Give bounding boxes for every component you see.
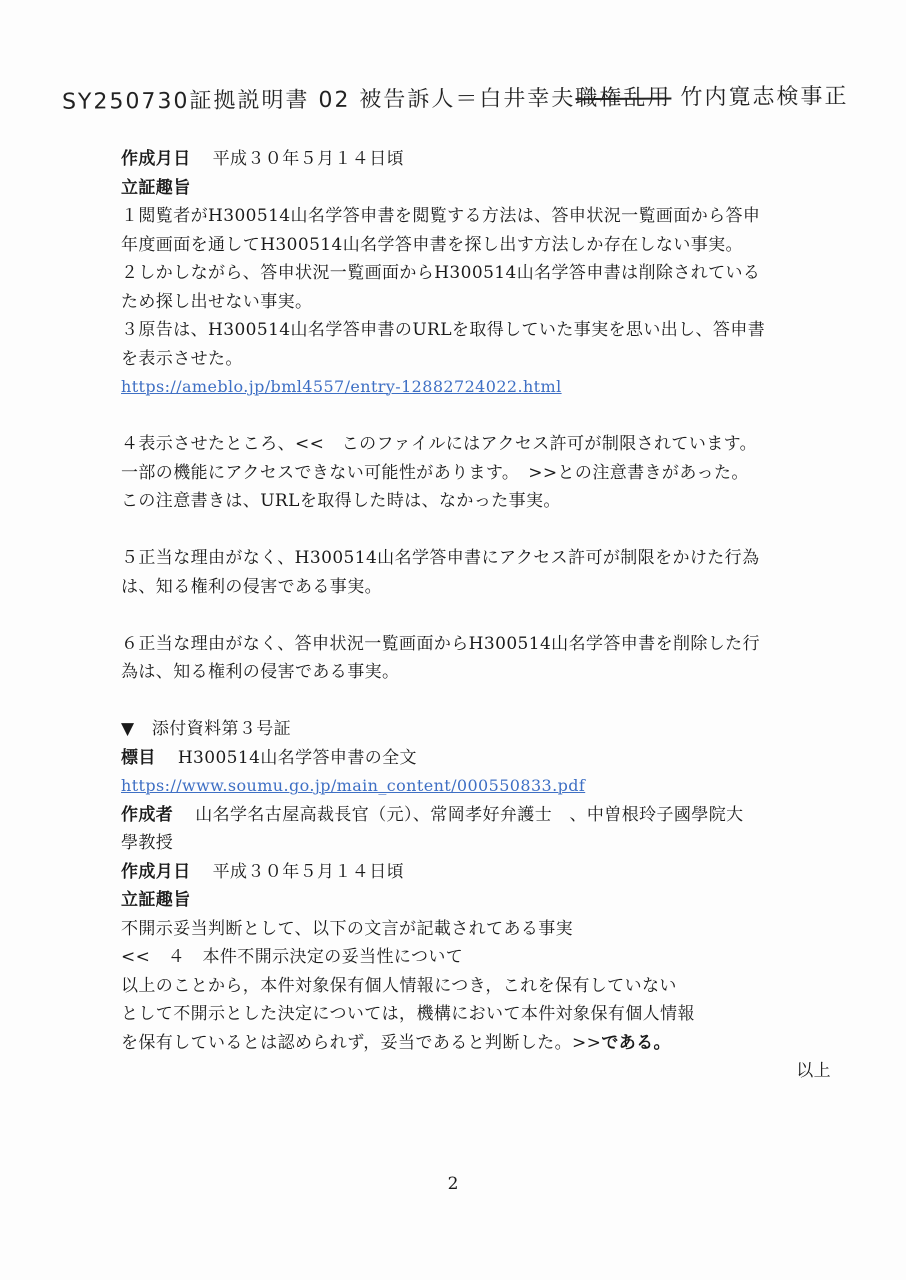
paragraph-5-line: は、知る権利の侵害である事実。: [121, 576, 382, 597]
date-label: 作成月日: [121, 861, 191, 882]
quote-line: 以上のことから，本件対象保有個人情報につき，これを保有していない: [121, 975, 677, 996]
spacer: [121, 402, 841, 431]
page-number: 2: [447, 1174, 459, 1194]
author-row: [121, 801, 841, 830]
quote-line: << ４ 本件不開示決定の妥当性について: [121, 947, 464, 967]
paragraph-line: ため探し出せない事実。: [121, 291, 313, 312]
attachment-header: ▼ 添付資料第３号証: [121, 719, 292, 739]
author-value: 山名学名古屋高裁長官（元）、常岡孝好弁護士 、中曽根玲子國學院大: [195, 804, 744, 825]
title-row: [121, 744, 841, 773]
title-label: 標目: [121, 747, 156, 768]
quote-line: 不開示妥当判断として、以下の文言が記載されてある事実: [121, 918, 574, 939]
soumu-link[interactable]: https://www.soumu.go.jp/main_content/000550833.pdf: [121, 776, 586, 795]
purpose-label-b: 立証趣旨: [121, 890, 191, 910]
handwritten-annotation: [62, 79, 849, 115]
paragraph-line: を表示させた。: [121, 348, 243, 369]
quote-last-bold: である。: [601, 1032, 671, 1053]
quote-line: として不開示とした決定については，機構において本件対象保有個人情報: [121, 1004, 695, 1024]
ameblo-link-row: [121, 373, 841, 402]
spacer: [121, 687, 841, 716]
title-value: H300514山名学答申書の全文: [177, 747, 417, 768]
spacer: [121, 601, 841, 630]
paragraph-line: １閲覧者がH300514山名学答申書を閲覧する方法は、答申状況一覧画面から答申: [121, 206, 761, 226]
ameblo-link[interactable]: https://ameblo.jp/bml4557/entry-12882724022.html: [121, 377, 562, 396]
soumu-link-row: [121, 772, 841, 801]
paragraph-5-line: ５正当な理由がなく、H300514山名学答申書にアクセス許可が制限をかけた行為: [121, 548, 760, 568]
paragraph-6-line: 為は、知る権利の侵害である事実。: [121, 662, 400, 682]
paragraph-line: 年度画面を通してH300514山名学答申書を探し出す方法しか存在しない事実。: [121, 234, 743, 255]
paragraph-4-line: この注意書きは、URLを取得した時は、なかった事実。: [121, 491, 561, 511]
paragraph-4-line: ４表示させたところ、<< このファイルにはアクセス許可が制限されています。: [121, 434, 758, 454]
quote-last-line: [121, 1029, 841, 1058]
quote-last-text: を保有しているとは認められず，妥当であると判断した。>>: [121, 1032, 602, 1053]
paragraph-line: ３原告は、H300514山名学答申書のURLを取得していた事実を思い出し、答申書: [121, 320, 766, 340]
handwritten-part-1: SY250730証拠説明書 02 被告訴人＝白井幸夫: [61, 86, 576, 115]
date-label: 作成月日: [121, 149, 191, 169]
closing-text: 以上: [796, 1061, 831, 1081]
paragraph-6-line: ６正当な理由がなく、答申状況一覧画面からH300514山名学答申書を削除した行: [121, 633, 760, 654]
date-value: 平成３０年５月１４日頃: [212, 861, 405, 882]
purpose-label-a: 立証趣旨: [121, 177, 191, 198]
date-row-b: [121, 858, 841, 887]
author-continuation: 學教授: [121, 833, 174, 853]
handwritten-part-2: 竹内寛志検事正: [680, 84, 849, 111]
author-label: 作成者: [121, 804, 174, 825]
date-row-a: [121, 145, 841, 174]
paragraph-4-line: 一部の機能にアクセスできない可能性があります。 >>との注意書きがあった。: [121, 462, 749, 483]
date-value: 平成３０年５月１４日頃: [212, 149, 405, 169]
paragraph-line: ２しかしながら、答申状況一覧画面からH300514山名学答申書は削除されている: [121, 263, 761, 283]
spacer: [121, 516, 841, 545]
handwritten-struck-text: 職権乱用: [575, 85, 672, 112]
document-body: [121, 145, 841, 1086]
